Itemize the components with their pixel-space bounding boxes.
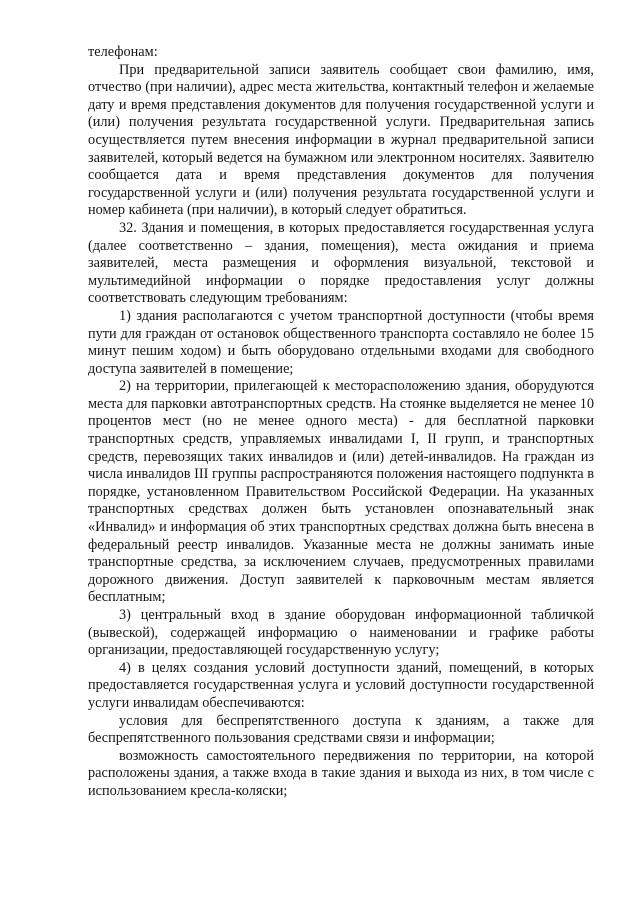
paragraph-independent-movement: возможность самостоятельного передвижения по территории, на которой расположены здания, а также входа в такие здания и выхода из них, в том числе с использованием кресла-коляски; xyxy=(88,747,594,799)
paragraph-item-32: 32. Здания и помещения, в которых предоставляется государственная услуга (далее соответственно – здания, помещения), места ожидания и приема заявителей, места размещения и оформления визуальной, текстовой и мультимедийной информации о порядке предоставления услуг должны соответствовать следующим требованиям: xyxy=(88,219,594,307)
paragraph-preliminary-registration: При предварительной записи заявитель сообщает свои фамилию, имя, отчество (при наличии), адрес места жительства, контактный телефон и желаемые дату и время представления документов для получения государственной услуги и (или) получения результата государственной услуги. Предварительная запись осуществляется путем внесения информации в журнал предварительной записи заявителей, который ведется на бумажном или электронном носителях. Заявителю сообщается дата и время представления документов для получения государственной услуги и (или) получения результата государственной услуги и номер кабинета (при наличии), в который следует обратиться. xyxy=(88,61,594,219)
paragraph-subitem-2: 2) на территории, прилегающей к месторасположению здания, оборудуются места для парковки автотранспортных средств. На стоянке выделяется не менее 10 процентов мест (но не менее одного места) - для бесплатной парковки транспортных средств, управляемых инвалидами I, II групп, и транспортных средств, перевозящих таких инвалидов и (или) детей-инвалидов. На граждан из числа инвалидов III группы распространяются положения настоящего подпункта в порядке, установленном Правительством Российской Федерации. На указанных транспортных средствах должен быть установлен опознавательный знак «Инвалид» и информация об этих транспортных средствах должна быть внесена в федеральный реестр инвалидов. Указанные места не должны занимать иные транспортные средства, за исключением случаев, предусмотренных правилами дорожного движения. Доступ заявителей к парковочным местам является бесплатным; xyxy=(88,378,594,606)
paragraph-continuation: телефонам: xyxy=(88,44,158,60)
paragraph-subitem-3: 3) центральный вход в здание оборудован информационной табличкой (вывеской), содержащей информацию о наименовании и графике работы организации, предоставляющей государственную услугу; xyxy=(88,607,594,659)
paragraph-access-conditions: условия для беспрепятственного доступа к зданиям, а также для беспрепятственного пользования средствами связи и информации; xyxy=(88,712,594,747)
paragraph-subitem-4: 4) в целях создания условий доступности зданий, помещений, в которых предоставляется государственная услуга и условий доступности государственной услуги инвалидам обеспечиваются: xyxy=(88,659,594,711)
document-page xyxy=(88,44,594,801)
paragraph-subitem-1: 1) здания располагаются с учетом транспортной доступности (чтобы время пути для граждан от остановок общественного транспорта составляло не более 15 минут пешим ходом) и быть оборудовано отдельными входами для свободного доступа заявителей в помещение; xyxy=(88,307,594,377)
